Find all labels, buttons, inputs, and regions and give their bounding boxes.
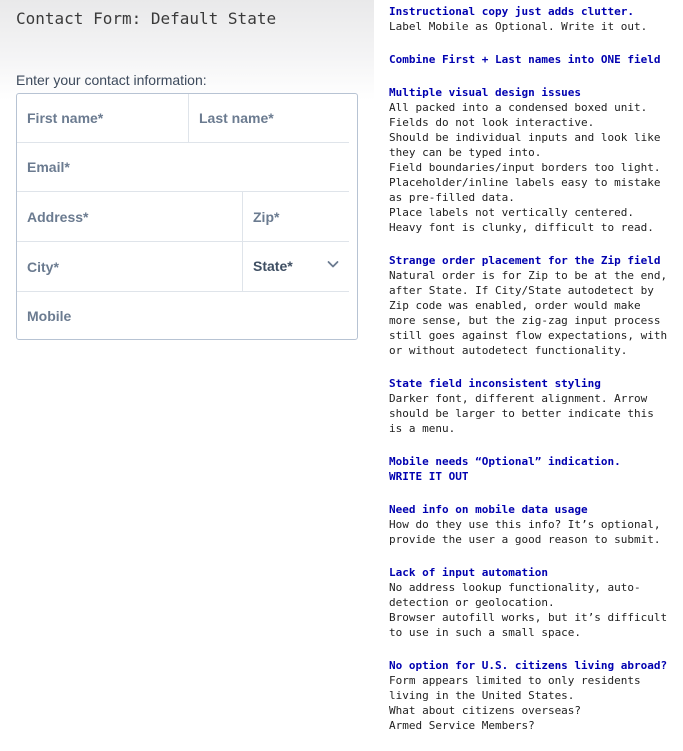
page-title: Contact Form: Default State bbox=[16, 9, 277, 28]
note-line: provide the user a good reason to submit. bbox=[389, 533, 661, 546]
note-line: What about citizens overseas? bbox=[389, 704, 582, 717]
state-select[interactable] bbox=[243, 242, 349, 292]
first-name-field[interactable]: First name* bbox=[17, 94, 189, 143]
note-title: No option for U.S. citizens living abroad? bbox=[389, 659, 668, 672]
note-line: Browser autofill works, but it’s difficult bbox=[389, 611, 668, 624]
email-field[interactable]: Email* bbox=[17, 143, 349, 192]
note-visual-design bbox=[389, 85, 683, 235]
address-field[interactable]: Address* bbox=[17, 192, 243, 242]
note-line: or without autodetect functionality. bbox=[389, 344, 628, 357]
note-line: they can be typed into. bbox=[389, 146, 542, 159]
note-line: Darker font, different alignment. Arrow bbox=[389, 392, 648, 405]
zip-field[interactable]: Zip* bbox=[243, 192, 349, 242]
city-field[interactable]: City* bbox=[17, 242, 243, 292]
note-line: still goes against flow expectations, with bbox=[389, 329, 668, 342]
note-line: to use in such a small space. bbox=[389, 626, 582, 639]
note-title: WRITE IT OUT bbox=[389, 470, 469, 483]
note-title: Instructional copy just adds clutter. bbox=[389, 5, 635, 18]
note-line: living in the United States. bbox=[389, 689, 575, 702]
note-title: Multiple visual design issues bbox=[389, 86, 582, 99]
chevron-down-icon[interactable] bbox=[327, 259, 339, 269]
note-line: No address lookup functionality, auto- bbox=[389, 581, 641, 594]
note-line: Heavy font is clunky, difficult to read. bbox=[389, 221, 654, 234]
note-line: How do they use this info? It’s optional, bbox=[389, 518, 661, 531]
note-zip-order bbox=[389, 253, 683, 358]
annotation-notes bbox=[389, 4, 683, 751]
note-combine-names bbox=[389, 52, 683, 67]
note-state-styling bbox=[389, 376, 683, 436]
note-line: Armed Service Members? bbox=[389, 719, 535, 732]
form-instruction: Enter your contact information: bbox=[16, 72, 207, 88]
note-title: Lack of input automation bbox=[389, 566, 548, 579]
note-input-automation bbox=[389, 565, 683, 640]
note-title: Strange order placement for the Zip field bbox=[389, 254, 661, 267]
note-line: Place labels not vertically centered. bbox=[389, 206, 635, 219]
note-mobile-usage bbox=[389, 502, 683, 547]
last-name-field[interactable]: Last name* bbox=[189, 94, 349, 143]
mobile-field[interactable]: Mobile bbox=[27, 308, 72, 324]
note-line: Natural order is for Zip to be at the end, bbox=[389, 269, 668, 282]
note-citizens-abroad bbox=[389, 658, 683, 733]
note-line: Zip code was enabled, order would make bbox=[389, 299, 641, 312]
note-line: Placeholder/inline labels easy to mistake bbox=[389, 176, 661, 189]
note-line: detection or geolocation. bbox=[389, 596, 555, 609]
note-instructional-copy bbox=[389, 4, 683, 34]
note-line: is a menu. bbox=[389, 422, 456, 435]
note-line: Field boundaries/input borders too light. bbox=[389, 161, 661, 174]
contact-form bbox=[16, 93, 358, 340]
note-title: Combine First + Last names into ONE field bbox=[389, 53, 661, 66]
note-mobile-optional bbox=[389, 454, 683, 484]
note-title: State field inconsistent styling bbox=[389, 377, 601, 390]
note-line: Label Mobile as Optional. Write it out. bbox=[389, 20, 648, 33]
note-line: Form appears limited to only residents bbox=[389, 674, 641, 687]
note-line: after State. If City/State autodetect by bbox=[389, 284, 654, 297]
note-line: Should be individual inputs and look like bbox=[389, 131, 661, 144]
note-title: Mobile needs “Optional” indication. bbox=[389, 455, 621, 468]
note-line: All packed into a condensed boxed unit. bbox=[389, 101, 648, 114]
note-line: more sense, but the zig-zag input process bbox=[389, 314, 661, 327]
note-line: as pre-filled data. bbox=[389, 191, 515, 204]
state-select-label: State* bbox=[253, 258, 293, 274]
note-title: Need info on mobile data usage bbox=[389, 503, 588, 516]
note-line: Fields do not look interactive. bbox=[389, 116, 595, 129]
note-line: should be larger to better indicate this bbox=[389, 407, 654, 420]
